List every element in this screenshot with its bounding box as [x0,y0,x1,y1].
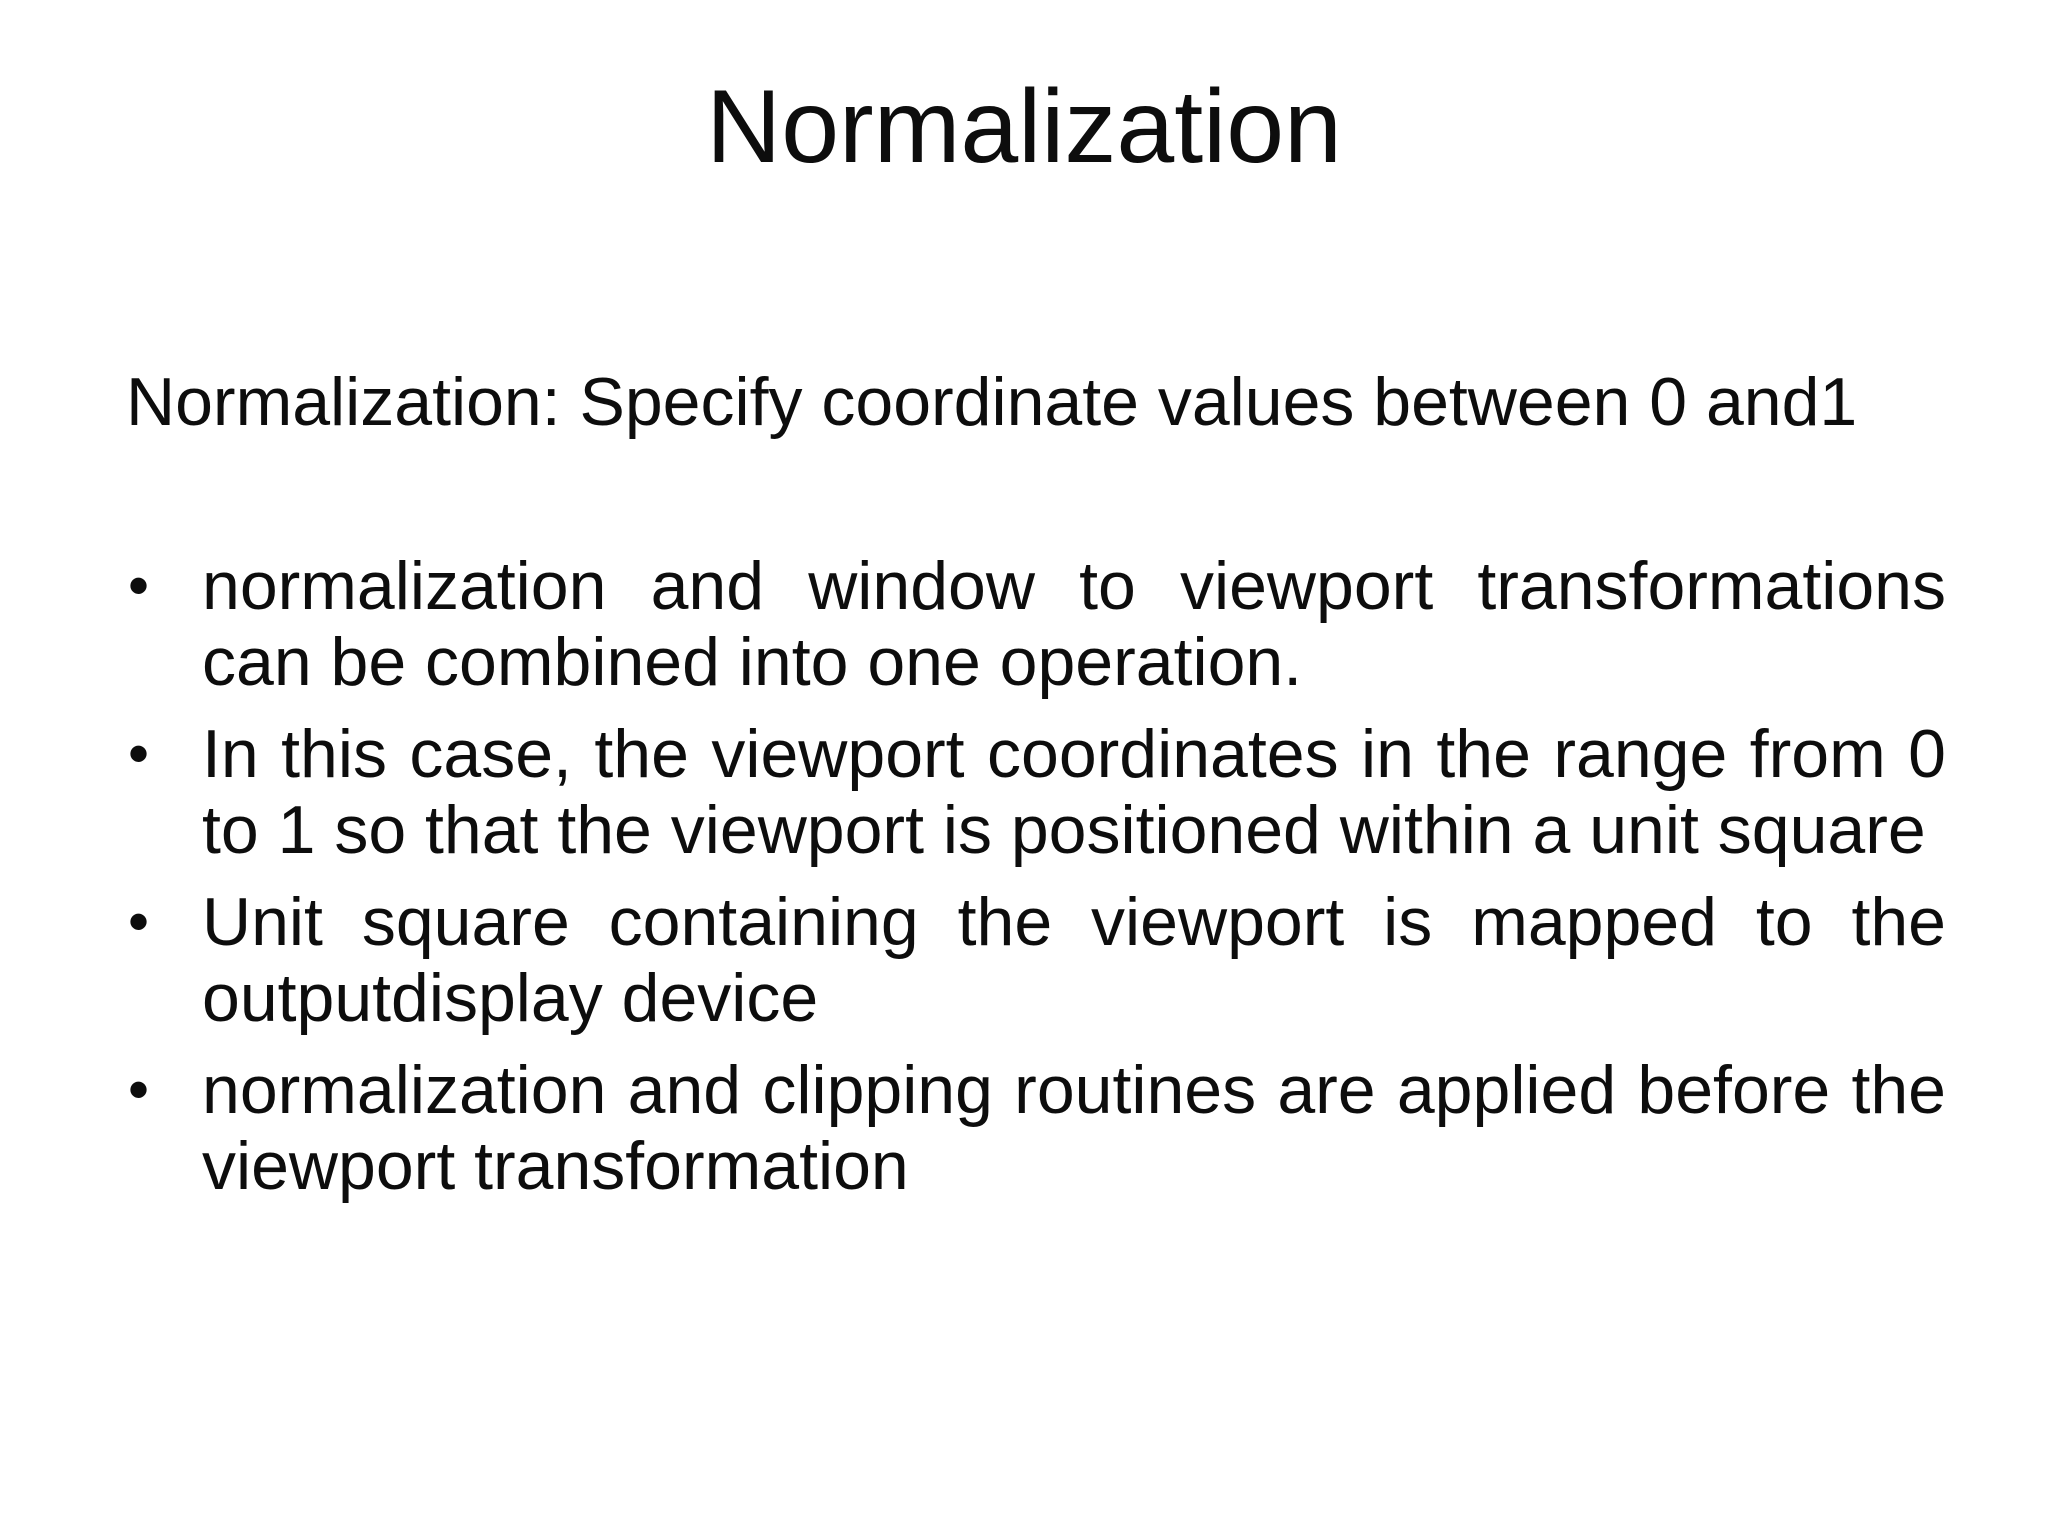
bullet-text: normalization and clipping routines are applied before the viewport transformation [202,1052,1946,1204]
bullet-list [126,548,1946,1220]
slide-title: Normalization [706,69,1342,185]
bullet-text: normalization and window to viewport transformations can be combined into one operation. [202,548,1946,700]
bullet-icon: • [128,552,150,619]
bullet-item [126,716,1946,868]
bullet-item [126,548,1946,700]
bullet-icon: • [128,1056,150,1123]
bullet-item [126,884,1946,1036]
bullet-text: In this case, the viewport coordinates in the range from 0 to 1 so that the viewport is positioned within a unit square [202,716,1946,868]
slide-subtitle: Normalization: Specify coordinate values between 0 and1 [126,364,1858,440]
bullet-icon: • [128,720,150,787]
bullet-icon: • [128,888,150,955]
bullet-item [126,1052,1946,1204]
bullet-text: Unit square containing the viewport is mapped to the outputdisplay device [202,884,1946,1036]
